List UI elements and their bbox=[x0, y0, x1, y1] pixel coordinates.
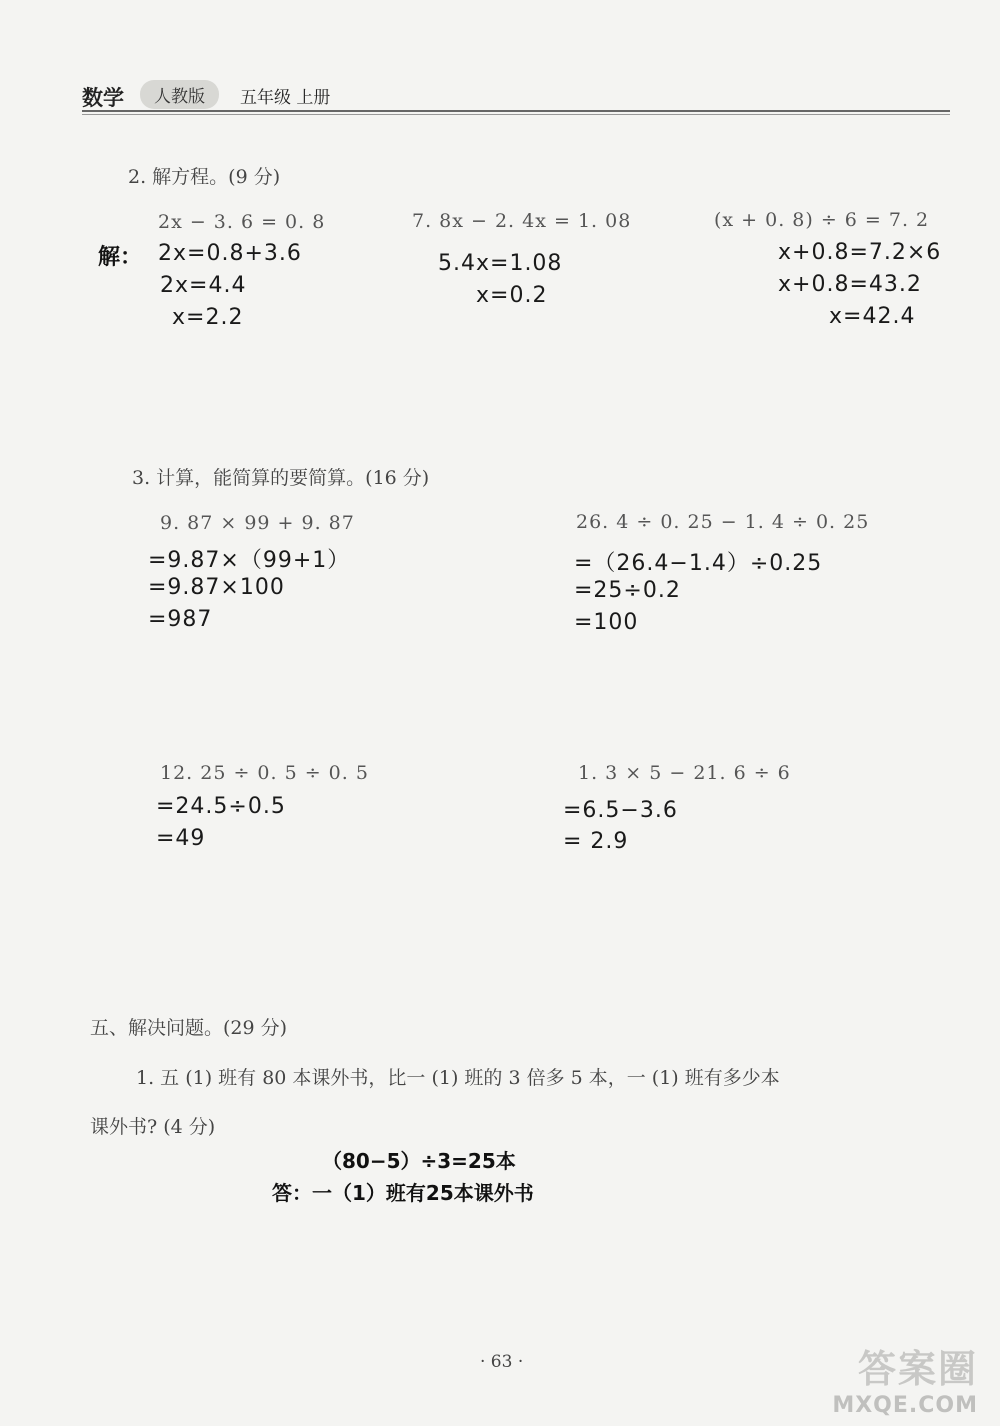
header-rule-thin bbox=[82, 114, 950, 115]
q3-title: 3. 计算，能简算的要简算。(16 分) bbox=[132, 467, 430, 489]
q3-p1-step-2: =9.87×100 bbox=[148, 575, 285, 600]
section5-title: 五、解决问题。(29 分) bbox=[90, 1017, 288, 1039]
header-rule bbox=[82, 110, 950, 112]
page-number: · 63 · bbox=[480, 1352, 524, 1372]
watermark-en: MXQE.COM bbox=[832, 1393, 978, 1418]
q2-p3-step-2: x+0.8=43.2 bbox=[778, 272, 922, 297]
q3-p2-step-3: =100 bbox=[574, 610, 639, 635]
watermark bbox=[832, 1338, 978, 1418]
q3-p3-step-1: =24.5÷0.5 bbox=[156, 794, 286, 819]
section5-q1-answer: 答：一（1）班有25本课外书 bbox=[272, 1181, 534, 1205]
q2-problem-2: 7. 8x − 2. 4x = 1. 08 bbox=[412, 210, 632, 232]
q3-p3-step-2: =49 bbox=[156, 826, 206, 851]
q2-p3-step-3: x=42.4 bbox=[829, 304, 916, 329]
q3-p2-step-2: =25÷0.2 bbox=[574, 578, 681, 603]
header-grade: 五年级 上册 bbox=[240, 88, 331, 108]
q3-problem-1: 9. 87 × 99 + 9. 87 bbox=[160, 512, 355, 534]
header-edition-badge: 人教版 bbox=[140, 80, 219, 109]
section5-q1-solution: （80−5）÷3=25本 bbox=[322, 1149, 516, 1173]
q2-jie-label: 解： bbox=[98, 245, 143, 270]
q3-p4-step-2: = 2.9 bbox=[563, 829, 629, 854]
q2-p3-step-1: x+0.8=7.2×6 bbox=[778, 240, 942, 265]
q3-p2-step-1: =（26.4−1.4）÷0.25 bbox=[574, 551, 823, 576]
watermark-cn: 答案圈 bbox=[857, 1347, 978, 1391]
q2-title: 2. 解方程。(9 分) bbox=[128, 166, 281, 188]
q2-p1-step-2: 2x=4.4 bbox=[160, 273, 247, 298]
q3-p1-step-1: =9.87×（99+1） bbox=[148, 548, 351, 573]
q2-p2-step-2: x=0.2 bbox=[476, 283, 548, 308]
section5-q1-line2: 课外书? (4 分) bbox=[90, 1116, 216, 1138]
q3-p1-step-3: =987 bbox=[148, 607, 213, 632]
q2-p1-step-1: 2x=0.8+3.6 bbox=[158, 241, 302, 266]
q2-p1-step-3: x=2.2 bbox=[172, 305, 244, 330]
header-subject: 数学 bbox=[82, 86, 124, 110]
q3-problem-3: 12. 25 ÷ 0. 5 ÷ 0. 5 bbox=[160, 762, 369, 784]
q2-problem-3: (x + 0. 8) ÷ 6 = 7. 2 bbox=[714, 209, 930, 231]
section5-q1-line1: 1. 五 (1) 班有 80 本课外书，比一 (1) 班的 3 倍多 5 本，一 (1) 班有多少本 bbox=[136, 1067, 780, 1089]
q2-problem-1: 2x − 3. 6 = 0. 8 bbox=[158, 211, 326, 233]
q3-p4-step-1: =6.5−3.6 bbox=[563, 798, 678, 823]
q3-problem-2: 26. 4 ÷ 0. 25 − 1. 4 ÷ 0. 25 bbox=[576, 511, 870, 533]
q3-problem-4: 1. 3 × 5 − 21. 6 ÷ 6 bbox=[578, 762, 791, 784]
q2-p2-step-1: 5.4x=1.08 bbox=[438, 251, 563, 276]
